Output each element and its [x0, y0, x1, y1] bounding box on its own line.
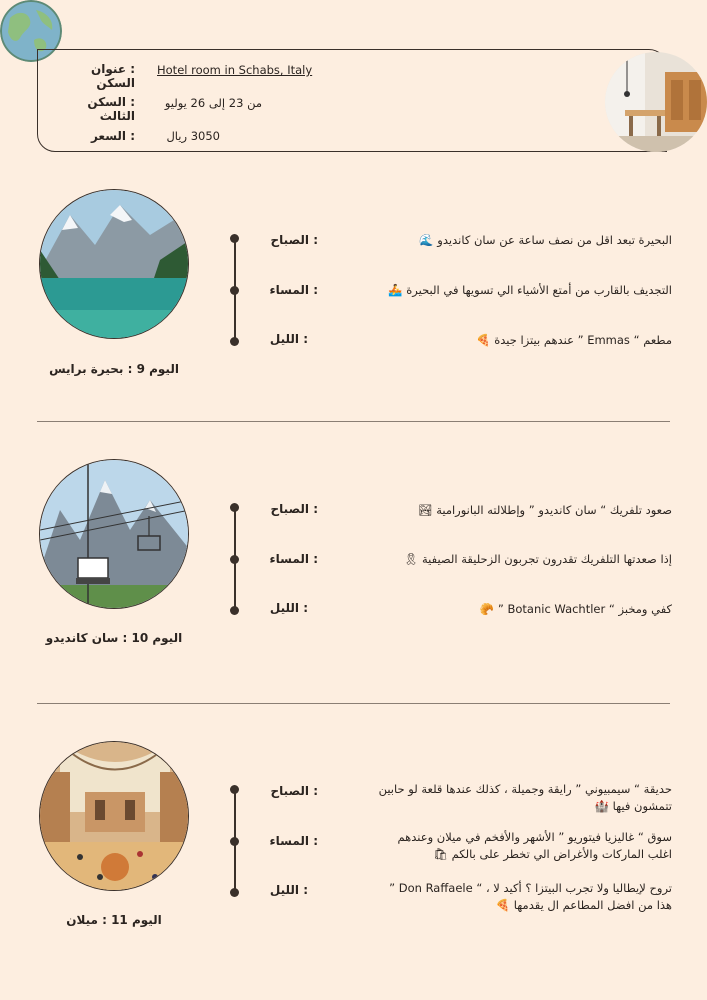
timeline-dot [230, 234, 239, 243]
day-11-morning-text: حديقة “ سيمبيوني ” رايقة وجميلة ، كذلك عندها قلعة لو حابين تتمشون فيها 🏰 [378, 782, 672, 813]
day-10-morning-text: صعود تلفريك “ سان كانديدو ” وإطلالته البانورامية 🏞 [417, 503, 672, 517]
day-9-evening-text: التجديف بالقارب من أمتع الأشياء الي تسويها في البحيرة 🚣 [388, 283, 672, 297]
day-9-title: اليوم 9 : بحيرة برايس [49, 362, 179, 376]
stay-label: : السكن الثالث [87, 95, 135, 123]
evening-label: : المساء [269, 834, 318, 848]
day-10-title: اليوم 10 : سان كانديدو [45, 631, 183, 645]
timeline-dot [230, 837, 239, 846]
day-11-photo [39, 741, 189, 891]
day-11-evening-text: سوق “ غاليزيا فيتوريو ” الأشهر والأفخم في ميلان وعندهم اغلب الماركات والأغراض الي تخطر على بالكم 🛍 [397, 830, 672, 861]
stay-value: من 23 إلى 26 يوليو [164, 96, 262, 110]
night-label: : الليل [269, 601, 308, 615]
day-10-photo [39, 459, 189, 609]
day-9-morning-text: البحيرة تبعد اقل من نصف ساعة عن سان كانديدو 🌊 [419, 233, 672, 247]
timeline-dot [230, 888, 239, 897]
divider [37, 703, 670, 704]
address-label: : عنوان السكن [91, 62, 135, 90]
timeline-dot [230, 785, 239, 794]
morning-label: : الصباح [270, 233, 318, 247]
timeline-dot [230, 286, 239, 295]
address-value[interactable]: Hotel room in Schabs, Italy [157, 63, 313, 77]
hotel-room-photo [605, 52, 707, 152]
day-10-night-text: كفي ومخبز “ Botanic Wachtler ” 🥐 [479, 602, 672, 616]
price-label: : السعر [90, 129, 135, 143]
divider [37, 421, 670, 422]
timeline-dot [230, 337, 239, 346]
day-11-night-text: تروح لإيطاليا ولا تجرب البيتزا ؟ أكيد لا ، “ Don Raffaele ” هذا من افضل المطاعم ال يقدمها 🍕 [389, 881, 672, 912]
day-9-night-text: مطعم “ Emmas ” عندهم بيتزا جيدة 🍕 [476, 333, 672, 347]
timeline-dot [230, 555, 239, 564]
day-9-photo [39, 189, 189, 339]
evening-label: : المساء [269, 552, 318, 566]
price-value: 3050 ريال [166, 129, 220, 143]
morning-label: : الصباح [270, 784, 318, 798]
evening-label: : المساء [269, 283, 318, 297]
night-label: : الليل [269, 332, 308, 346]
morning-label: : الصباح [270, 502, 318, 516]
timeline-dot [230, 503, 239, 512]
timeline-dot [230, 606, 239, 615]
day-11-title: اليوم 11 : ميلان [66, 913, 162, 927]
day-10-evening-text: إذا صعدتها التلفريك تقدرون تجربون الزحليقة الصيفية 🎗 [403, 552, 672, 566]
night-label: : الليل [269, 883, 308, 897]
